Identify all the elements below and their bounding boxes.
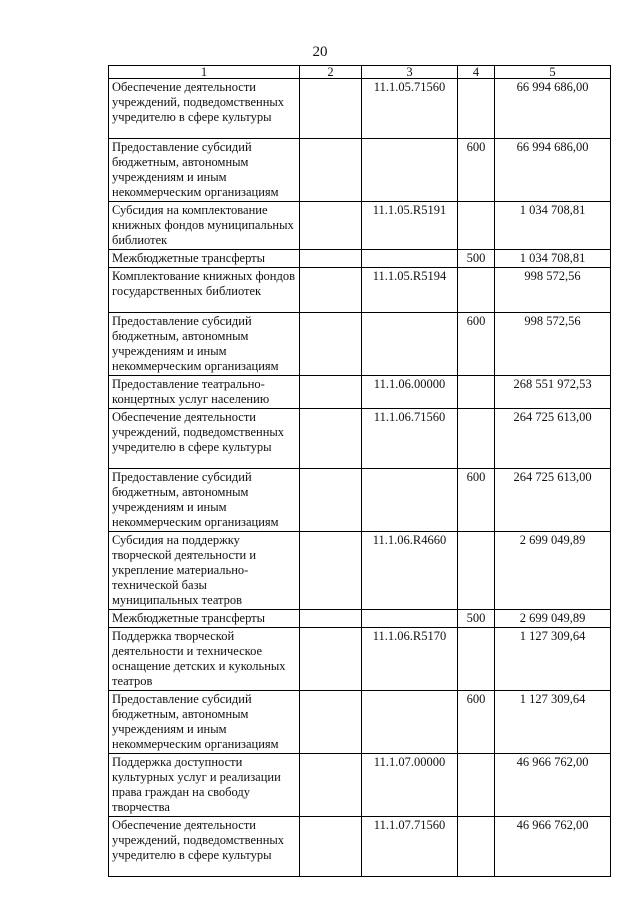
row-kvr-cell	[458, 79, 495, 139]
row-sum-cell: 1 127 309,64	[495, 628, 611, 691]
row-sum-cell: 66 994 686,00	[495, 139, 611, 202]
row-sum-cell: 46 966 762,00	[495, 754, 611, 817]
row-name-cell: Поддержка творческой деятельности и техническое оснащение детских и кукольных театров	[109, 628, 300, 691]
table-row	[109, 610, 611, 628]
table-row	[109, 79, 611, 139]
row-code-cell	[362, 469, 458, 532]
row-name-cell: Предоставление субсидий бюджетным, автономным учреждениям и иным некоммерческим организациям	[109, 139, 300, 202]
row-name-cell: Предоставление субсидий бюджетным, автономным учреждениям и иным некоммерческим организациям	[109, 469, 300, 532]
row-sum-cell: 268 551 972,53	[495, 376, 611, 409]
header-col-3: 3	[362, 66, 458, 79]
row-kvr-cell: 600	[458, 691, 495, 754]
table-body	[109, 79, 611, 877]
row-code-cell: 11.1.07.71560	[362, 817, 458, 877]
row-kvr-cell	[458, 628, 495, 691]
row-code-cell	[362, 139, 458, 202]
row-kvr-cell: 600	[458, 313, 495, 376]
table-row	[109, 691, 611, 754]
table-row	[109, 532, 611, 610]
row-code-cell	[362, 250, 458, 268]
row-name-cell: Обеспечение деятельности учреждений, подведомственных учредителю в сфере культуры	[109, 817, 300, 877]
row-sum-cell: 998 572,56	[495, 268, 611, 313]
row-kvr-cell	[458, 376, 495, 409]
row-name-cell: Предоставление театрально-концертных услуг населению	[109, 376, 300, 409]
table-row	[109, 250, 611, 268]
row-col2-cell	[300, 376, 362, 409]
row-name-cell: Предоставление субсидий бюджетным, автономным учреждениям и иным некоммерческим организациям	[109, 313, 300, 376]
header-row	[109, 66, 611, 79]
table-row	[109, 409, 611, 469]
row-col2-cell	[300, 469, 362, 532]
row-name-cell: Поддержка доступности культурных услуг и реализации права граждан на свободу творчества	[109, 754, 300, 817]
table-row	[109, 313, 611, 376]
row-name-cell: Обеспечение деятельности учреждений, подведомственных учредителю в сфере культуры	[109, 79, 300, 139]
row-col2-cell	[300, 202, 362, 250]
row-kvr-cell: 600	[458, 139, 495, 202]
row-col2-cell	[300, 409, 362, 469]
row-kvr-cell	[458, 409, 495, 469]
table-row	[109, 628, 611, 691]
row-name-cell: Обеспечение деятельности учреждений, подведомственных учредителю в сфере культуры	[109, 409, 300, 469]
table-row	[109, 754, 611, 817]
row-sum-cell: 2 699 049,89	[495, 610, 611, 628]
row-code-cell	[362, 691, 458, 754]
row-col2-cell	[300, 754, 362, 817]
row-kvr-cell: 500	[458, 610, 495, 628]
row-code-cell: 11.1.06.R5170	[362, 628, 458, 691]
header-col-5: 5	[495, 66, 611, 79]
row-code-cell: 11.1.07.00000	[362, 754, 458, 817]
row-code-cell: 11.1.06.00000	[362, 376, 458, 409]
row-name-cell: Субсидия на комплектование книжных фондов муниципальных библиотек	[109, 202, 300, 250]
row-name-cell: Комплектование книжных фондов государственных библиотек	[109, 268, 300, 313]
table-row	[109, 469, 611, 532]
row-sum-cell: 264 725 613,00	[495, 409, 611, 469]
row-col2-cell	[300, 79, 362, 139]
row-code-cell	[362, 313, 458, 376]
row-code-cell: 11.1.06.71560	[362, 409, 458, 469]
row-col2-cell	[300, 610, 362, 628]
row-kvr-cell	[458, 202, 495, 250]
header-col-1: 1	[109, 66, 300, 79]
row-col2-cell	[300, 268, 362, 313]
page-number: 20	[312, 44, 328, 60]
table-row	[109, 202, 611, 250]
row-name-cell: Субсидия на поддержку творческой деятельности и укрепление материально-технической базы муниципальных театров	[109, 532, 300, 610]
row-sum-cell: 66 994 686,00	[495, 79, 611, 139]
row-col2-cell	[300, 250, 362, 268]
row-col2-cell	[300, 691, 362, 754]
row-col2-cell	[300, 817, 362, 877]
row-kvr-cell: 500	[458, 250, 495, 268]
row-kvr-cell	[458, 532, 495, 610]
table-row	[109, 817, 611, 877]
table-row	[109, 139, 611, 202]
row-kvr-cell	[458, 817, 495, 877]
row-name-cell: Предоставление субсидий бюджетным, автономным учреждениям и иным некоммерческим организациям	[109, 691, 300, 754]
row-code-cell: 11.1.05.R5191	[362, 202, 458, 250]
row-sum-cell: 264 725 613,00	[495, 469, 611, 532]
row-sum-cell: 998 572,56	[495, 313, 611, 376]
row-col2-cell	[300, 139, 362, 202]
row-col2-cell	[300, 532, 362, 610]
row-sum-cell: 2 699 049,89	[495, 532, 611, 610]
row-sum-cell: 46 966 762,00	[495, 817, 611, 877]
header-col-4: 4	[458, 66, 495, 79]
row-kvr-cell	[458, 754, 495, 817]
table-row	[109, 376, 611, 409]
row-col2-cell	[300, 313, 362, 376]
row-sum-cell: 1 127 309,64	[495, 691, 611, 754]
row-kvr-cell	[458, 268, 495, 313]
table-header	[109, 66, 611, 79]
row-sum-cell: 1 034 708,81	[495, 202, 611, 250]
header-col-2: 2	[300, 66, 362, 79]
row-code-cell: 11.1.05.R5194	[362, 268, 458, 313]
row-name-cell: Межбюджетные трансферты	[109, 250, 300, 268]
row-kvr-cell: 600	[458, 469, 495, 532]
row-col2-cell	[300, 628, 362, 691]
row-name-cell: Межбюджетные трансферты	[109, 610, 300, 628]
row-code-cell: 11.1.05.71560	[362, 79, 458, 139]
row-sum-cell: 1 034 708,81	[495, 250, 611, 268]
table-row	[109, 268, 611, 313]
row-code-cell: 11.1.06.R4660	[362, 532, 458, 610]
budget-table	[108, 65, 611, 877]
row-code-cell	[362, 610, 458, 628]
